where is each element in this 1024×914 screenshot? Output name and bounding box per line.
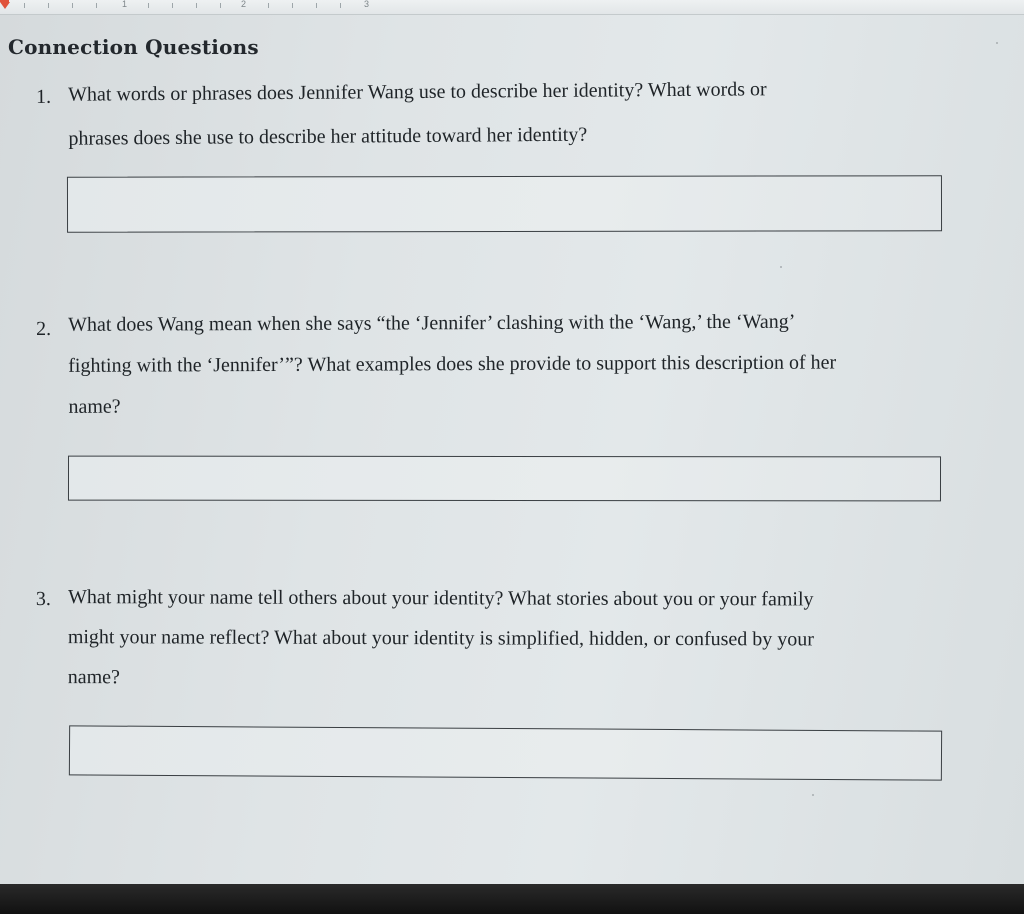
document-page <box>0 14 1024 884</box>
screen-speck <box>780 266 782 268</box>
question-3 <box>35 584 936 689</box>
ruler-tick <box>172 3 173 8</box>
ruler-tick <box>96 3 97 8</box>
question-2 <box>36 308 936 418</box>
question-text-line: might your name reflect? What about your identity is simplified, hidden, or confused by your <box>67 626 814 651</box>
ruler-tick <box>72 3 73 8</box>
ruler-tick <box>148 3 149 8</box>
horizontal-ruler <box>0 0 1024 15</box>
page-heading: Connection Questions <box>8 35 259 59</box>
answer-box-3[interactable] <box>69 725 942 780</box>
answer-box-1[interactable] <box>67 175 942 233</box>
question-text-line: What words or phrases does Jennifer Wang use to describe her identity? What words or <box>68 78 767 106</box>
question-text-line: fighting with the ‘Jennifer’”? What examples does she provide to support this description of her <box>68 351 837 377</box>
ruler-tick <box>316 3 317 8</box>
question-1 <box>36 75 936 150</box>
question-text-line: What does Wang mean when she says “the ‘Jennifer’ clashing with the ‘Wang,’ the ‘Wang’ <box>68 310 796 336</box>
question-text-line: phrases does she use to describe her attitude toward her identity? <box>68 123 588 150</box>
question-number: 1. <box>36 85 52 108</box>
ruler-mark-1: 1 <box>122 0 128 9</box>
ruler-tick <box>268 3 269 8</box>
ruler-mark-2: 2 <box>241 0 247 9</box>
ruler-tick <box>48 3 49 8</box>
question-number: 3. <box>35 588 51 611</box>
ruler-tick <box>220 3 221 8</box>
question-text-line: name? <box>68 395 121 418</box>
ruler-mark-3: 3 <box>364 0 370 9</box>
indent-marker-icon[interactable] <box>0 2 10 9</box>
ruler-tick <box>24 3 25 8</box>
ruler-tick <box>196 3 197 8</box>
ruler-tick <box>340 3 341 8</box>
answer-box-2[interactable] <box>68 456 941 502</box>
screen-speck <box>996 42 998 44</box>
screen-speck <box>812 794 814 796</box>
ruler-tick <box>292 3 293 8</box>
bottom-bezel <box>0 884 1024 914</box>
question-number: 2. <box>36 317 52 340</box>
question-text-line: name? <box>67 666 120 689</box>
question-text-line: What might your name tell others about your identity? What stories about you or your family <box>67 586 814 611</box>
